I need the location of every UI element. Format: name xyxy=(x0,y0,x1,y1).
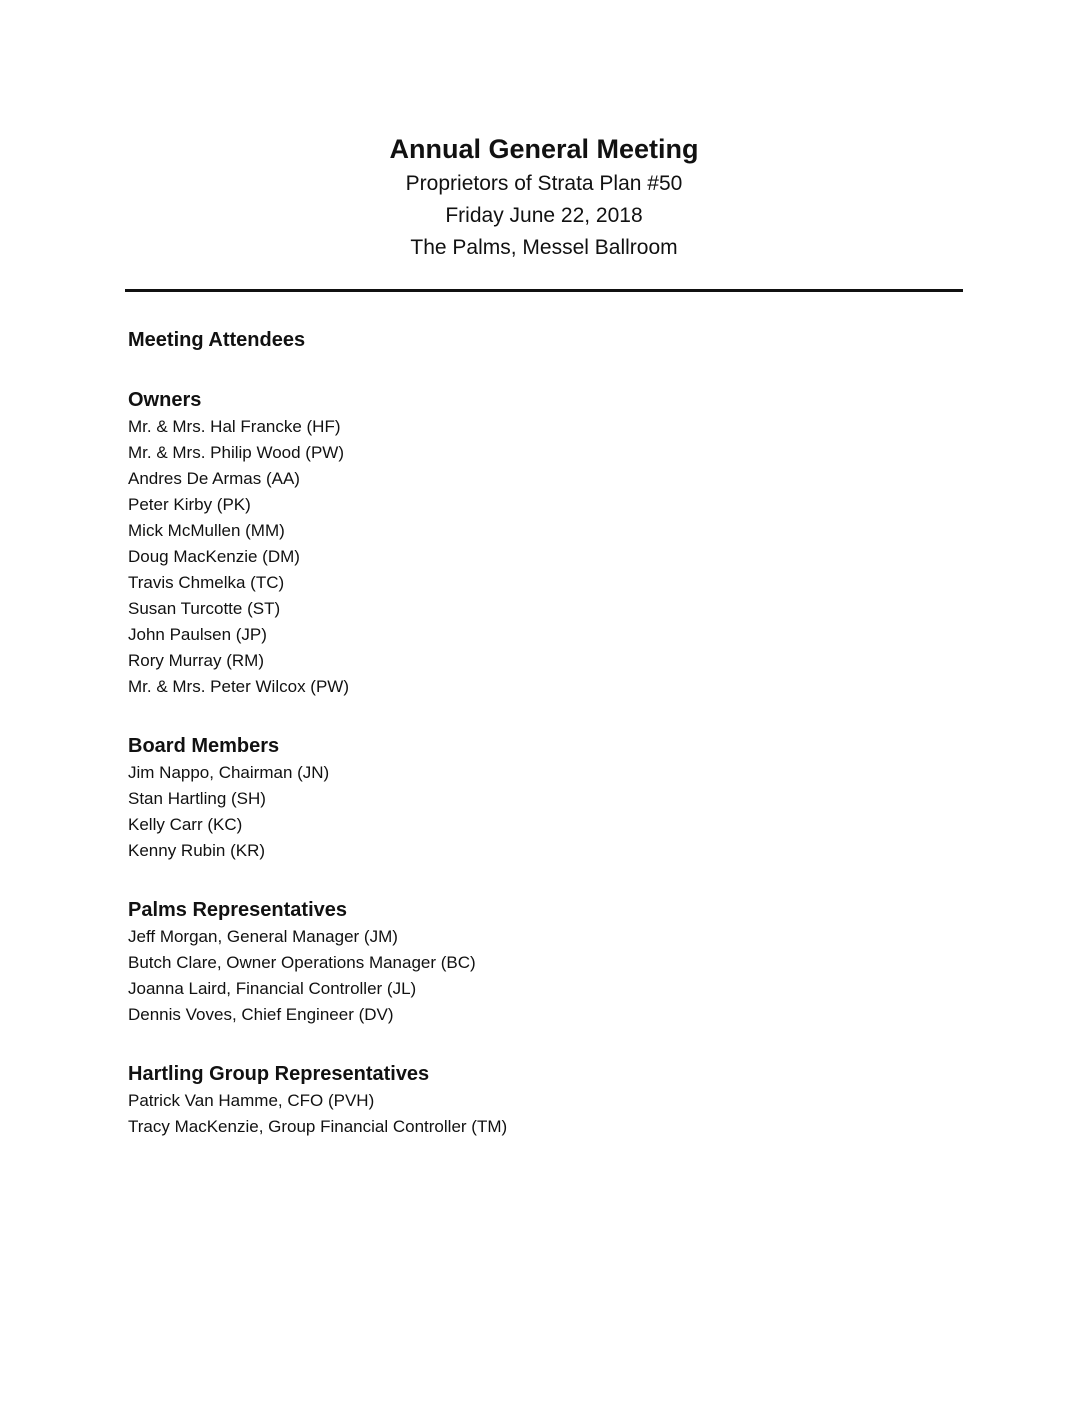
list-item: Jeff Morgan, General Manager (JM) xyxy=(128,927,398,946)
list-item: Travis Chmelka (TC) xyxy=(128,573,285,592)
list-item: Joanna Laird, Financial Controller (JL) xyxy=(128,979,417,998)
subtitle-line: Proprietors of Strata Plan #50 xyxy=(405,172,683,195)
list-item: Mr. & Mrs. Hal Francke (HF) xyxy=(128,417,341,436)
list-item: Mr. & Mrs. Philip Wood (PW) xyxy=(128,443,344,462)
section-heading: Owners xyxy=(128,389,202,411)
attendee-list xyxy=(128,924,958,1028)
horizontal-divider xyxy=(125,289,963,292)
page-title: Annual General Meeting xyxy=(389,134,699,164)
section-heading: Palms Representatives xyxy=(128,899,348,921)
list-item: Tracy MacKenzie, Group Financial Controller (TM) xyxy=(128,1117,508,1136)
attendees-heading: Meeting Attendees xyxy=(128,329,306,351)
list-item: Kelly Carr (KC) xyxy=(128,815,243,834)
section-heading: Hartling Group Representatives xyxy=(128,1063,430,1085)
attendee-list xyxy=(128,1088,958,1140)
list-item: Stan Hartling (SH) xyxy=(128,789,266,808)
list-item: Susan Turcotte (ST) xyxy=(128,599,281,618)
list-item: Mr. & Mrs. Peter Wilcox (PW) xyxy=(128,677,349,696)
list-item: Andres De Armas (AA) xyxy=(128,469,300,488)
subtitle-line: Friday June 22, 2018 xyxy=(445,204,643,227)
list-item: Rory Murray (RM) xyxy=(128,651,264,670)
attendee-list xyxy=(128,414,958,700)
section-hartling-group-representatives xyxy=(128,1060,958,1140)
list-item: Patrick Van Hamme, CFO (PVH) xyxy=(128,1091,375,1110)
document-header xyxy=(0,130,1088,264)
list-item: Mick McMullen (MM) xyxy=(128,521,285,540)
subtitle-line: The Palms, Messel Ballroom xyxy=(410,236,678,259)
list-item: Dennis Voves, Chief Engineer (DV) xyxy=(128,1005,394,1024)
attendee-list xyxy=(128,760,958,864)
attendees-content xyxy=(128,326,958,1140)
section-heading: Board Members xyxy=(128,735,280,757)
section-board-members xyxy=(128,732,958,864)
list-item: John Paulsen (JP) xyxy=(128,625,267,644)
list-item: Peter Kirby (PK) xyxy=(128,495,251,514)
list-item: Jim Nappo, Chairman (JN) xyxy=(128,763,330,782)
section-owners xyxy=(128,386,958,700)
list-item: Kenny Rubin (KR) xyxy=(128,841,266,860)
section-palms-representatives xyxy=(128,896,958,1028)
list-item: Doug MacKenzie (DM) xyxy=(128,547,300,566)
list-item: Butch Clare, Owner Operations Manager (BC) xyxy=(128,953,476,972)
